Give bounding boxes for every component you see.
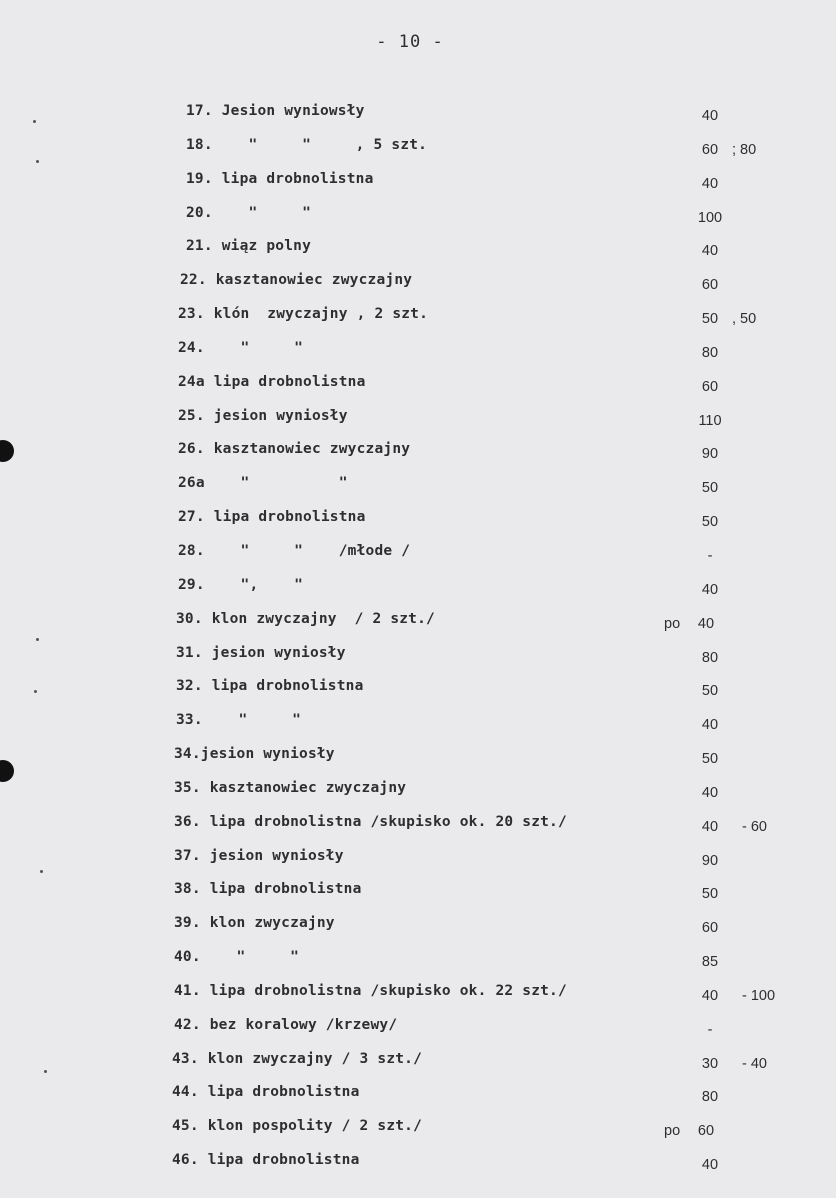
item-label: 39. klon zwyczajny bbox=[174, 915, 335, 932]
item-value-prefix: po bbox=[664, 615, 681, 632]
item-value-extra: - 60 bbox=[742, 818, 767, 835]
item-label: 22. kasztanowiec zwyczajny bbox=[180, 272, 413, 289]
list-item bbox=[0, 101, 836, 135]
paper-speck bbox=[40, 870, 43, 873]
page-number: - 10 - bbox=[376, 32, 444, 52]
item-label: 28. " " /młode / bbox=[178, 542, 411, 559]
item-label: 36. lipa drobnolistna /skupisko ok. 20 szt./ bbox=[174, 813, 567, 830]
item-label: 44. lipa drobnolistna bbox=[172, 1084, 360, 1101]
list-item bbox=[0, 609, 836, 643]
list-item bbox=[0, 135, 836, 169]
item-value: 60 bbox=[701, 141, 719, 158]
list-item bbox=[0, 1082, 836, 1116]
list-item bbox=[0, 507, 836, 541]
list-item bbox=[0, 203, 836, 237]
item-label: 41. lipa drobnolistna /skupisko ok. 22 szt./ bbox=[174, 982, 567, 999]
item-value: 40 bbox=[701, 784, 719, 801]
item-label: 34.jesion wyniosły bbox=[174, 746, 335, 763]
item-value: 80 bbox=[701, 1089, 719, 1106]
item-label: 37. jesion wyniosły bbox=[174, 847, 344, 864]
paper-speck bbox=[36, 638, 39, 641]
paper-speck bbox=[44, 1070, 47, 1073]
item-value: - bbox=[707, 547, 713, 564]
item-value: 40 bbox=[701, 581, 719, 598]
item-label: 25. jesion wyniosły bbox=[178, 407, 348, 424]
item-label: 38. lipa drobnolistna bbox=[174, 881, 362, 898]
item-value: 40 bbox=[701, 987, 719, 1004]
item-value-extra: - 100 bbox=[742, 987, 776, 1004]
list-item bbox=[0, 439, 836, 473]
list-item bbox=[0, 236, 836, 270]
item-value: 50 bbox=[701, 886, 719, 903]
list-item bbox=[0, 710, 836, 744]
paper-speck bbox=[34, 690, 37, 693]
list-item bbox=[0, 947, 836, 981]
list-item bbox=[0, 981, 836, 1015]
item-label: 40. " " bbox=[174, 949, 300, 966]
list-item bbox=[0, 169, 836, 203]
item-value: 50 bbox=[701, 751, 719, 768]
item-value: 50 bbox=[701, 311, 719, 328]
item-label: 27. lipa drobnolistna bbox=[178, 509, 366, 526]
item-label: 43. klon zwyczajny / 3 szt./ bbox=[172, 1050, 423, 1067]
list-item bbox=[0, 575, 836, 609]
paper-speck bbox=[33, 120, 36, 123]
list-item bbox=[0, 744, 836, 778]
item-value-extra: ; 80 bbox=[732, 141, 757, 158]
item-label: 17. Jesion wyniowsły bbox=[186, 103, 365, 119]
item-label: 19. lipa drobnolistna bbox=[186, 170, 374, 187]
list-item bbox=[0, 406, 836, 440]
item-value: 60 bbox=[701, 277, 719, 294]
list-item bbox=[0, 778, 836, 812]
item-label: 24. " " bbox=[178, 339, 304, 356]
item-label: 23. klón zwyczajny , 2 szt. bbox=[178, 306, 429, 323]
list-item bbox=[0, 879, 836, 913]
tree-list bbox=[0, 101, 836, 1184]
item-value: - bbox=[707, 1021, 713, 1038]
item-value: 100 bbox=[697, 209, 723, 226]
item-value: 50 bbox=[701, 514, 719, 531]
item-label: 31. jesion wyniosły bbox=[176, 644, 346, 661]
item-label: 42. bez koralowy /krzewy/ bbox=[174, 1016, 398, 1033]
item-value: 60 bbox=[701, 920, 719, 937]
list-item bbox=[0, 541, 836, 575]
list-item bbox=[0, 338, 836, 372]
item-value-extra: - 40 bbox=[742, 1055, 767, 1072]
list-item bbox=[0, 1015, 836, 1049]
item-value: 40 bbox=[701, 243, 719, 260]
item-label: 35. kasztanowiec zwyczajny bbox=[174, 779, 407, 796]
item-value: 40 bbox=[701, 717, 719, 734]
list-item bbox=[0, 473, 836, 507]
item-value: 60 bbox=[701, 378, 719, 395]
item-value: 85 bbox=[701, 954, 719, 971]
item-value: 30 bbox=[701, 1055, 719, 1072]
item-label: 21. wiąz polny bbox=[186, 238, 312, 255]
list-item bbox=[0, 270, 836, 304]
item-label: 20. " " bbox=[186, 204, 312, 221]
item-label: 45. klon pospolity / 2 szt./ bbox=[172, 1118, 423, 1135]
item-value: 40 bbox=[701, 818, 719, 835]
list-item bbox=[0, 372, 836, 406]
item-label: 26. kasztanowiec zwyczajny bbox=[178, 441, 411, 458]
item-value: 80 bbox=[701, 649, 719, 666]
item-label: 26a " " bbox=[178, 475, 348, 492]
list-item bbox=[0, 812, 836, 846]
list-item bbox=[0, 1116, 836, 1150]
item-label: 33. " " bbox=[176, 712, 302, 729]
list-item bbox=[0, 676, 836, 710]
item-value-extra: , 50 bbox=[732, 311, 757, 328]
item-value: 90 bbox=[701, 446, 719, 463]
item-label: 18. " " , 5 szt. bbox=[186, 136, 428, 153]
list-item bbox=[0, 643, 836, 677]
item-label: 32. lipa drobnolistna bbox=[176, 678, 364, 695]
item-value: 50 bbox=[701, 683, 719, 700]
item-value: 80 bbox=[701, 344, 719, 361]
item-value: 110 bbox=[698, 412, 722, 429]
item-value: 40 bbox=[697, 615, 715, 632]
list-item bbox=[0, 1049, 836, 1083]
item-value: 40 bbox=[701, 108, 719, 124]
list-item bbox=[0, 304, 836, 338]
item-label: 46. lipa drobnolistna bbox=[172, 1152, 360, 1169]
list-item bbox=[0, 913, 836, 947]
item-label: 24a lipa drobnolistna bbox=[178, 373, 366, 390]
item-label: 29. ", " bbox=[178, 576, 304, 593]
paper-speck bbox=[36, 160, 39, 163]
list-item bbox=[0, 1150, 836, 1184]
item-value-prefix: po bbox=[664, 1123, 681, 1140]
item-value: 90 bbox=[701, 852, 719, 869]
item-value: 50 bbox=[701, 480, 719, 497]
item-value: 60 bbox=[697, 1123, 715, 1140]
item-label: 30. klon zwyczajny / 2 szt./ bbox=[176, 610, 435, 627]
item-value: 40 bbox=[701, 1157, 719, 1174]
list-item bbox=[0, 846, 836, 880]
item-value: 40 bbox=[701, 175, 719, 192]
